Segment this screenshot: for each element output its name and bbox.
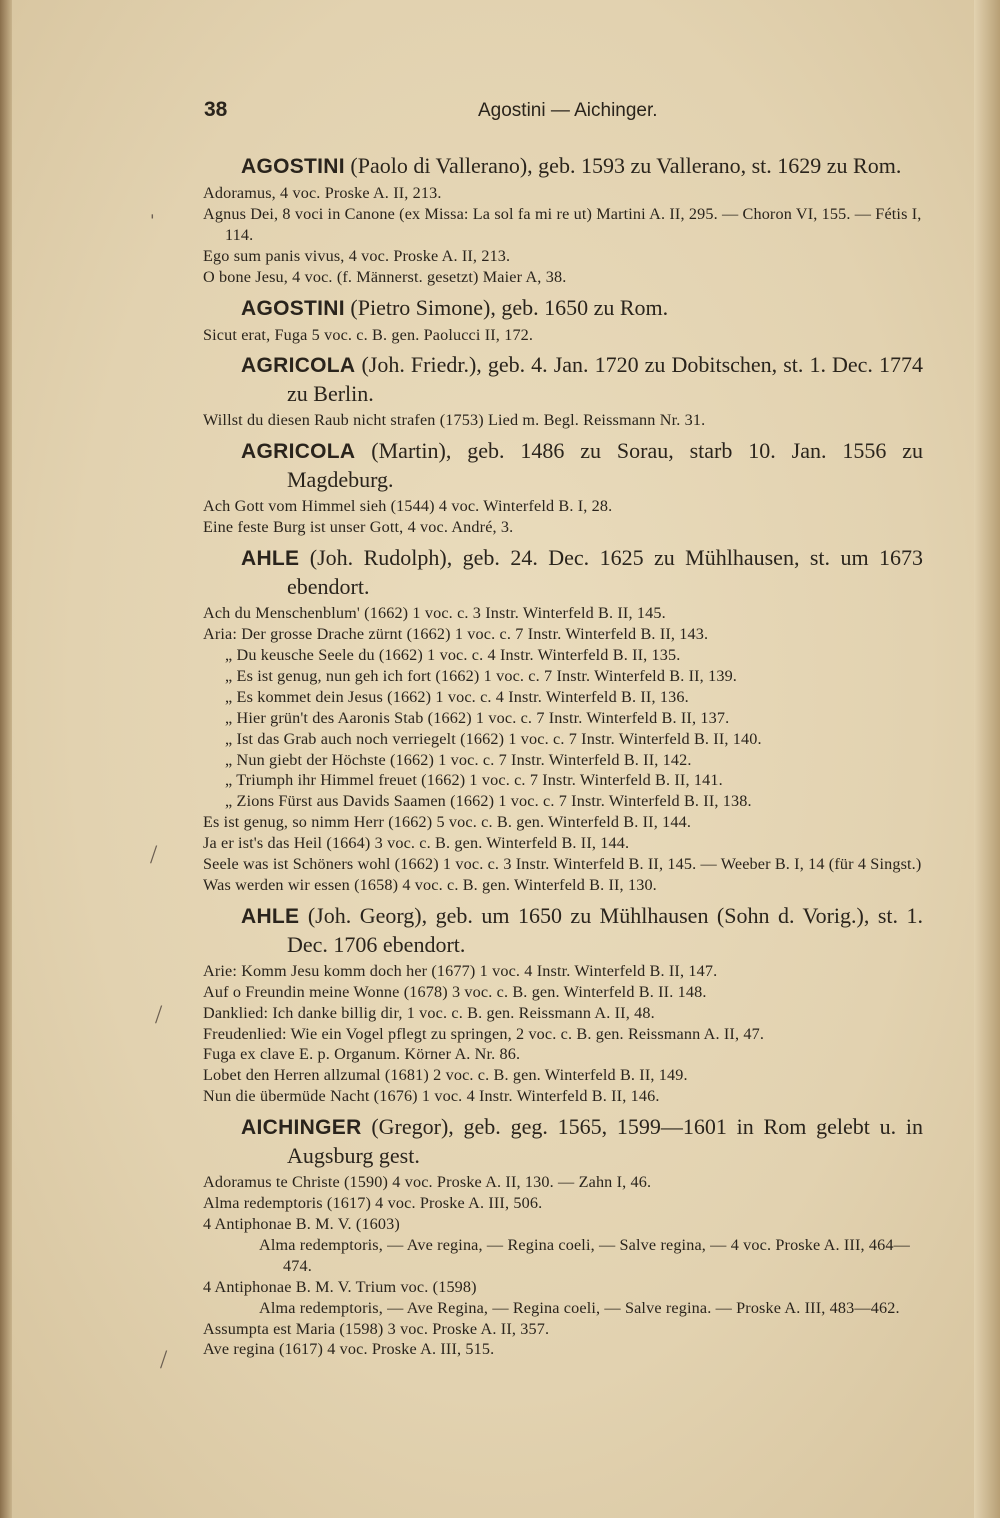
composer-entry <box>203 902 923 1107</box>
pencil-slash-icon: / <box>160 1345 168 1374</box>
work-item: Adoramus, 4 voc. Proske A. II, 213. <box>203 184 442 202</box>
pencil-mark-icon: ˈ <box>148 210 157 239</box>
composer-name: AGOSTINI <box>241 155 345 178</box>
work-item: Auf o Freundin meine Wonne (1678) 3 voc. c. B. gen. Winterfeld B. II. 148. <box>203 982 707 1001</box>
works-list <box>203 325 923 346</box>
work-item: Sicut erat, Fuga 5 voc. c. B. gen. Paolucci II, 172. <box>203 325 534 344</box>
work-item: Was werden wir essen (1658) 4 voc. c. B. gen. Winterfeld B. II, 130. <box>203 875 657 894</box>
work-item: Ave regina (1617) 4 voc. Proske A. III, 515. <box>203 1340 495 1359</box>
work-item: „ Triumph ihr Himmel freuet (1662) 1 voc. c. 7 Instr. Winterfeld B. II, 141. <box>225 771 723 790</box>
work-item: Arie: Komm Jesu komm doch her (1677) 1 voc. 4 Instr. Winterfeld B. II, 147. <box>203 961 718 980</box>
work-item: Adoramus te Christe (1590) 4 voc. Proske A. II, 130. — Zahn I, 46. <box>203 1173 652 1192</box>
work-item: Freudenlied: Wie ein Vogel pflegt zu springen, 2 voc. c. B. gen. Reissmann A. II, 47. <box>203 1024 765 1043</box>
work-item: Ego sum panis vivus, 4 voc. Proske A. II, 213. <box>203 246 511 265</box>
composer-heading <box>203 544 923 601</box>
work-item: Willst du diesen Raub nicht strafen (1753) Lied m. Begl. Reissmann Nr. 31. <box>203 411 706 430</box>
work-item: Fuga ex clave E. p. Organum. Körner A. Nr. 86. <box>203 1045 521 1064</box>
running-title: Agostini — Aichinger. <box>478 100 658 121</box>
composer-details: (Gregor), geb. geg. 1565, 1599—1601 in Rom gelebt u. in Augsburg gest. <box>287 1114 923 1169</box>
work-item: „ Zions Fürst aus Davids Saamen (1662) 1 voc. c. 7 Instr. Winterfeld B. II, 138. <box>225 792 752 811</box>
work-item: „ Ist das Grab auch noch verriegelt (1662) 1 voc. c. 7 Instr. Winterfeld B. II, 140. <box>225 729 762 748</box>
composer-name: AGRICOLA <box>241 354 356 378</box>
works-list <box>203 183 923 288</box>
works-list <box>203 603 923 896</box>
composer-entry <box>203 544 923 896</box>
work-item: Ach Gott vom Himmel sieh (1544) 4 voc. Winterfeld B. I, 28. <box>203 497 613 516</box>
page-number: 38 <box>204 98 228 121</box>
composer-entry <box>203 1113 923 1360</box>
pencil-slash-icon: / <box>155 1000 163 1029</box>
work-item: Ja er ist's das Heil (1664) 3 voc. c. B. gen. Winterfeld B. II, 144. <box>203 834 630 853</box>
work-item: Nun die übermüde Nacht (1676) 1 voc. 4 Instr. Winterfeld B. II, 146. <box>203 1087 660 1106</box>
work-item: Alma redemptoris, — Ave Regina, — Regina coeli, — Salve regina. — Proske A. III, 483—462. <box>259 1298 900 1317</box>
composer-details: (Martin), geb. 1486 zu Sorau, starb 10. Jan. 1556 zu Magdeburg. <box>287 438 923 493</box>
work-item: Assumpta est Maria (1598) 3 voc. Proske A. II, 357. <box>203 1319 550 1338</box>
composer-name: AICHINGER <box>241 1116 362 1140</box>
composer-details: (Joh. Rudolph), geb. 24. Dec. 1625 zu Mühlhausen, st. um 1673 ebendort. <box>287 545 923 600</box>
work-item: „ Hier grün't des Aaronis Stab (1662) 1 voc. c. 7 Instr. Winterfeld B. II, 137. <box>225 708 730 727</box>
works-list <box>203 1172 923 1360</box>
page-edge-shadow <box>974 0 1000 1518</box>
work-item: O bone Jesu, 4 voc. (f. Männerst. gesetzt) Maier A, 38. <box>203 267 567 286</box>
composer-details: (Pietro Simone), geb. 1650 zu Rom. <box>344 294 669 320</box>
work-item: Alma redemptoris (1617) 4 voc. Proske A. III, 506. <box>203 1194 543 1213</box>
work-item: „ Es ist genug, nun geh ich fort (1662) 1 voc. c. 7 Instr. Winterfeld B. II, 139. <box>225 666 738 685</box>
work-item: Es ist genug, so nimm Herr (1662) 5 voc. c. B. gen. Winterfeld B. II, 144. <box>203 813 692 832</box>
composer-heading <box>203 437 923 494</box>
composer-entry <box>203 437 923 538</box>
work-item: Lobet den Herren allzumal (1681) 2 voc. c. B. gen. Winterfeld B. II, 149. <box>203 1066 688 1085</box>
composer-entry <box>203 294 923 346</box>
work-item: Aria: Der grosse Drache zürnt (1662) 1 voc. c. 7 Instr. Winterfeld B. II, 143. <box>203 625 709 644</box>
work-item: Alma redemptoris, — Ave regina, — Regina coeli, — Salve regina, — 4 voc. Proske A. III, 464—474. <box>259 1235 910 1275</box>
work-item: Seele was ist Schöners wohl (1662) 1 voc. c. 3 Instr. Winterfeld B. II, 145. — Weeber B. I, 14 (für 4 Singst.) <box>203 855 922 874</box>
catalogue-content <box>203 146 923 1366</box>
work-item: 4 Antiphonae B. M. V. (1603) <box>203 1215 400 1233</box>
composer-heading <box>203 152 923 181</box>
work-item: Agnus Dei, 8 voci in Canone (ex Missa: La sol fa mi re ut) Martini A. II, 295. — Choron VI, 155. — Fétis I, 114. <box>203 204 922 244</box>
pencil-slash-icon: / <box>150 840 158 869</box>
composer-name: AGOSTINI <box>241 296 345 320</box>
composer-details: (Joh. Friedr.), geb. 4. Jan. 1720 zu Dobitschen, st. 1. Dec. 1774 zu Berlin. <box>287 352 923 407</box>
composer-name: AHLE <box>241 547 300 571</box>
composer-entry <box>203 152 923 288</box>
composer-heading <box>203 902 923 959</box>
works-list <box>203 961 923 1107</box>
work-item: Eine feste Burg ist unser Gott, 4 voc. André, 3. <box>203 518 514 537</box>
work-item: Danklied: Ich danke billig dir, 1 voc. c. B. gen. Reissmann A. II, 48. <box>203 1003 655 1022</box>
composer-entry <box>203 351 923 431</box>
work-item: Ach du Menschenblum' (1662) 1 voc. c. 3 Instr. Winterfeld B. II, 145. <box>203 604 666 623</box>
work-item: „ Es kommet dein Jesus (1662) 1 voc. c. 4 Instr. Winterfeld B. II, 136. <box>225 687 689 706</box>
composer-heading <box>203 294 923 323</box>
composer-details: (Joh. Georg), geb. um 1650 zu Mühlhausen (Sohn d. Vorig.), st. 1. Dec. 1706 ebendort. <box>287 902 923 957</box>
running-header <box>0 98 1000 128</box>
composer-name: AHLE <box>241 904 300 928</box>
composer-heading <box>203 351 923 408</box>
work-item: „ Nun giebt der Höchste (1662) 1 voc. c. 7 Instr. Winterfeld B. II, 142. <box>225 750 692 769</box>
composer-details: (Paolo di Vallerano), geb. 1593 zu Vallerano, st. 1629 zu Rom. <box>344 153 902 178</box>
composer-name: AGRICOLA <box>241 440 356 464</box>
work-item: „ Du keusche Seele du (1662) 1 voc. c. 4 Instr. Winterfeld B. II, 135. <box>225 645 681 664</box>
works-list <box>203 410 923 431</box>
work-item: 4 Antiphonae B. M. V. Trium voc. (1598) <box>203 1277 477 1296</box>
page-spine-shadow <box>0 0 12 1518</box>
works-list <box>203 496 923 538</box>
composer-heading <box>203 1113 923 1170</box>
